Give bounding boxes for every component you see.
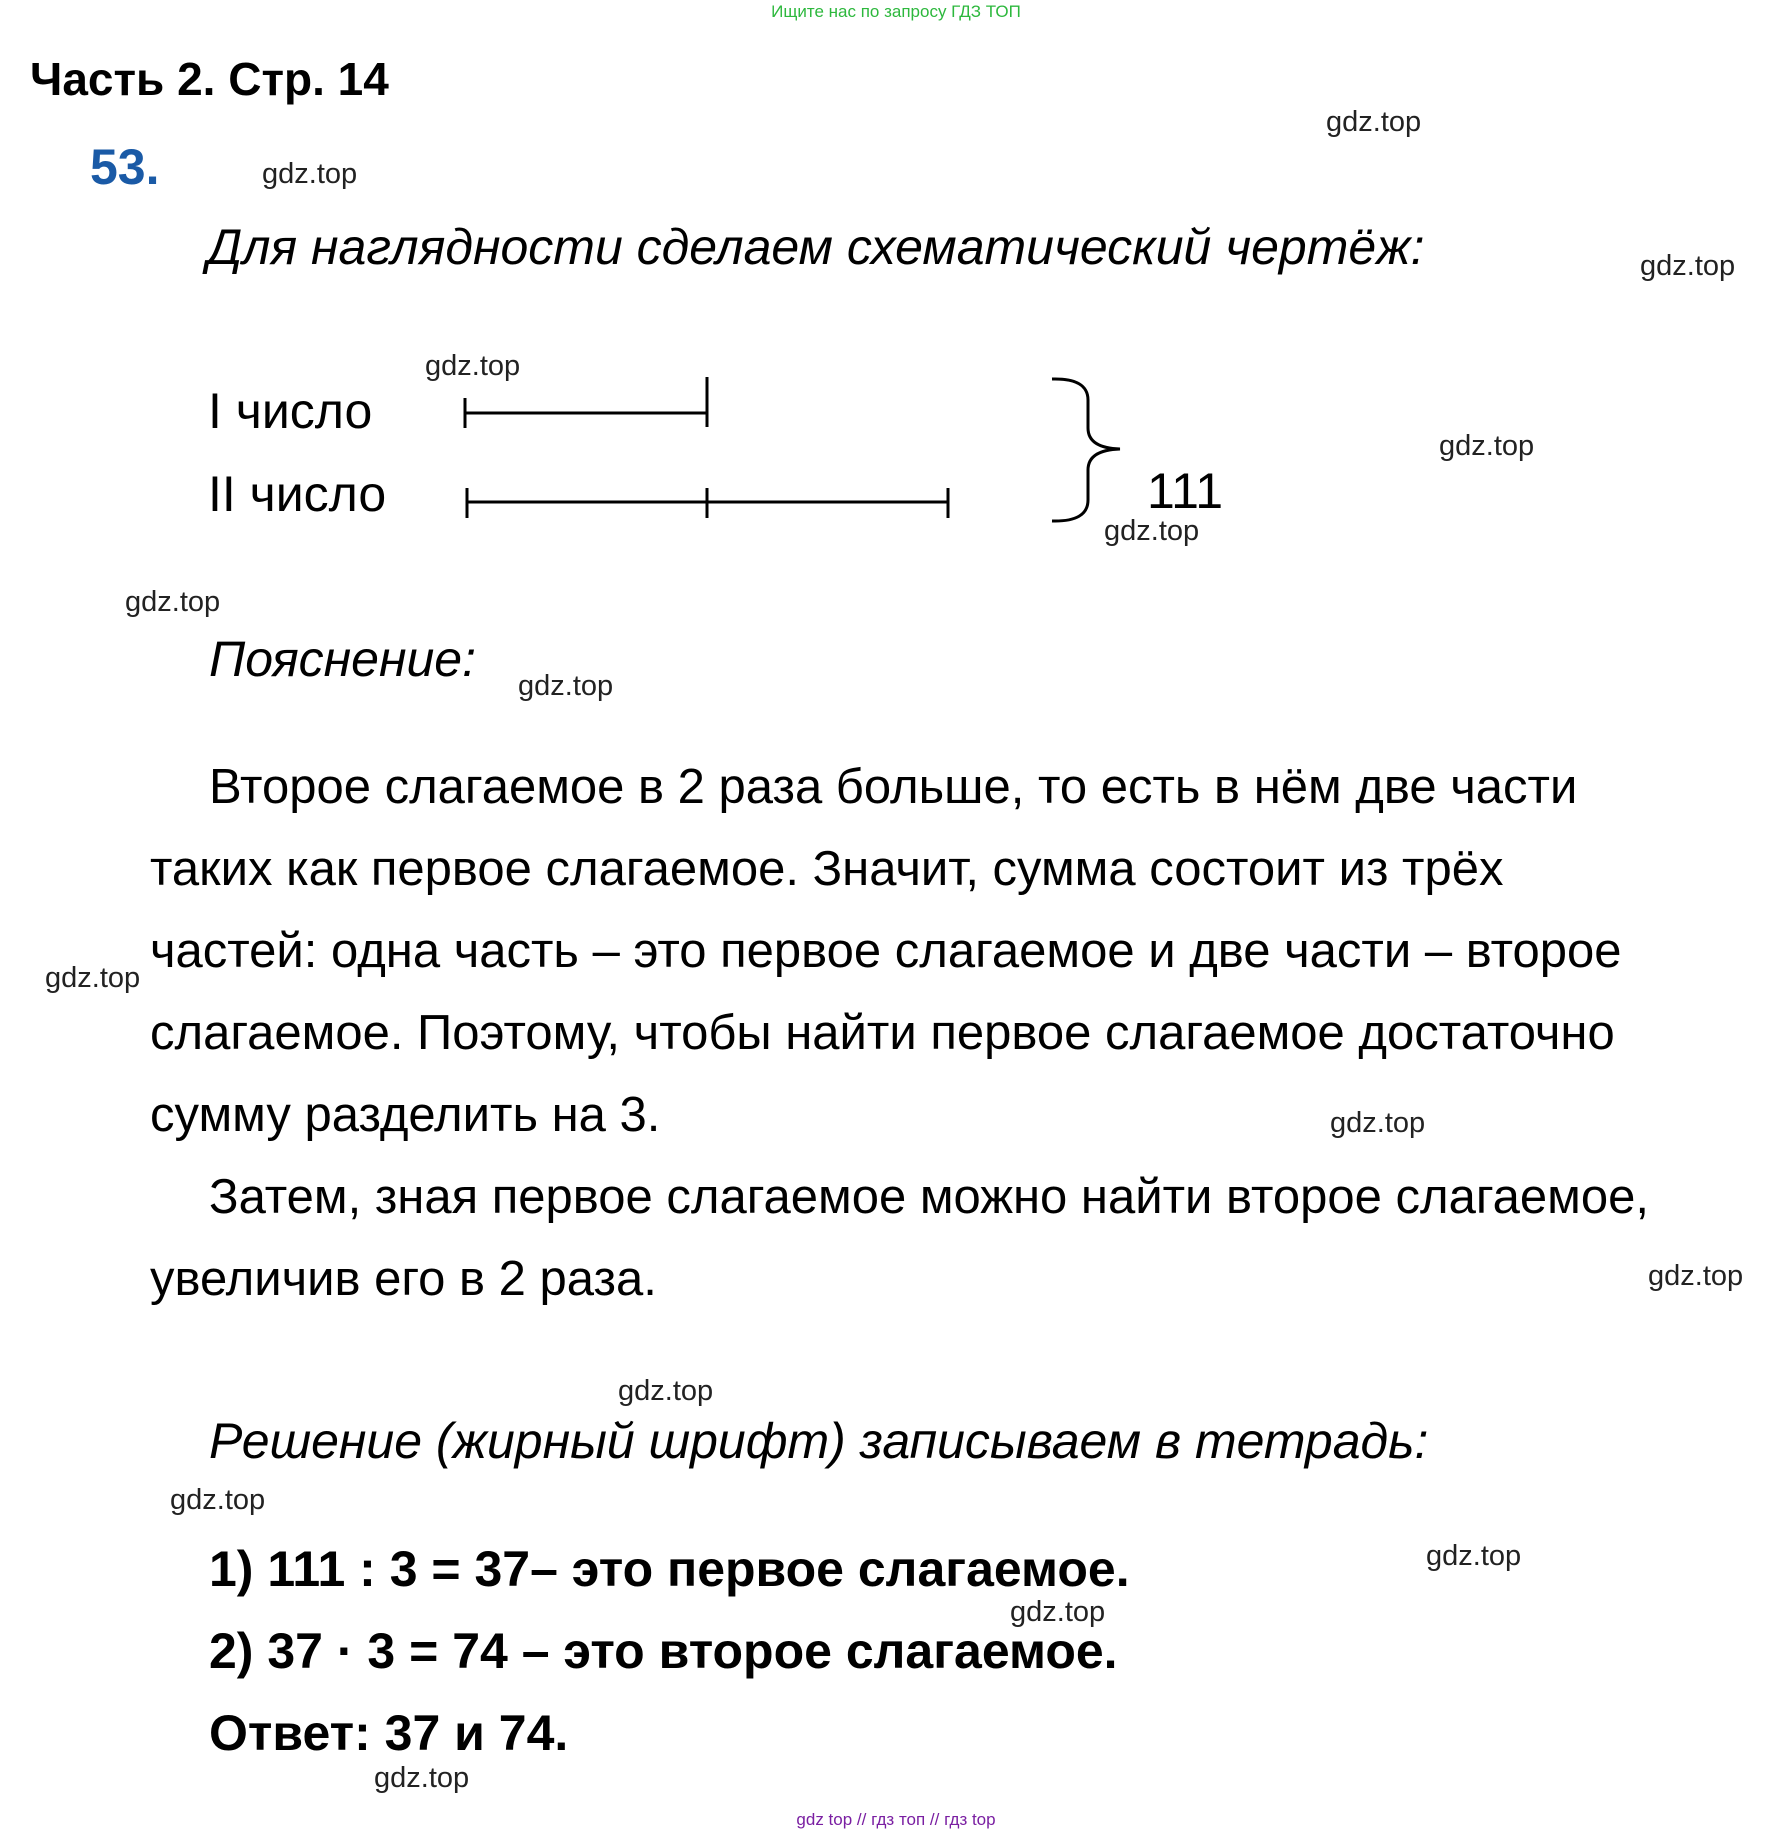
- watermark: gdz.top: [425, 350, 521, 382]
- explanation-line: увеличив его в 2 раза.: [150, 1252, 657, 1306]
- explanation-line: частей: одна часть – это первое слагаемое и две части – второе: [150, 924, 1622, 978]
- explanation-title: Пояснение:: [209, 631, 476, 687]
- watermark: gdz.top: [1640, 250, 1736, 282]
- solution-step: 1) 111 : 3 = 37– это первое слагаемое.: [209, 1541, 1130, 1597]
- watermark: gdz.top: [374, 1762, 470, 1794]
- watermark: gdz.top: [1010, 1596, 1106, 1628]
- watermark: gdz.top: [170, 1484, 266, 1516]
- explanation-line: сумму разделить на 3.: [150, 1088, 661, 1142]
- explanation-line: слагаемое. Поэтому, чтобы найти первое слагаемое достаточно: [150, 1006, 1615, 1060]
- watermark: gdz.top: [45, 962, 141, 994]
- total-sum: 111: [1147, 463, 1224, 519]
- footer-text: gdz top // гдз топ // гдз top: [796, 1810, 996, 1829]
- second-number-label: II число: [208, 466, 387, 522]
- first-number-label: I число: [208, 383, 373, 439]
- page-heading: Часть 2. Стр. 14: [30, 53, 389, 105]
- explanation-line: Затем, зная первое слагаемое можно найти второе слагаемое,: [209, 1170, 1649, 1224]
- watermark: gdz.top: [1426, 1540, 1522, 1572]
- solution-step: 2) 37 · 3 = 74 – это второе слагаемое.: [209, 1623, 1118, 1679]
- top-banner: Ищите нас по запросу ГДЗ ТОП: [771, 2, 1021, 21]
- watermark: gdz.top: [125, 586, 221, 618]
- intro-text: Для наглядности сделаем схематический чертёж:: [207, 219, 1425, 275]
- task-number: 53.: [90, 139, 160, 195]
- explanation-line: таких как первое слагаемое. Значит, сумма состоит из трёх: [150, 842, 1504, 896]
- watermark: gdz.top: [262, 158, 358, 190]
- sum-brace: [1052, 379, 1120, 521]
- explanation-line: Второе слагаемое в 2 раза больше, то есть в нём две части: [209, 760, 1578, 814]
- watermark: gdz.top: [1648, 1260, 1744, 1292]
- watermark: gdz.top: [1330, 1107, 1426, 1139]
- watermark: gdz.top: [1104, 515, 1200, 547]
- watermark: gdz.top: [1439, 430, 1535, 462]
- solution-title: Решение (жирный шрифт) записываем в тетрадь:: [209, 1413, 1429, 1469]
- watermark: gdz.top: [518, 670, 614, 702]
- watermark: gdz.top: [618, 1375, 714, 1407]
- watermark: gdz.top: [1326, 106, 1422, 138]
- answer-line: Ответ: 37 и 74.: [209, 1705, 569, 1761]
